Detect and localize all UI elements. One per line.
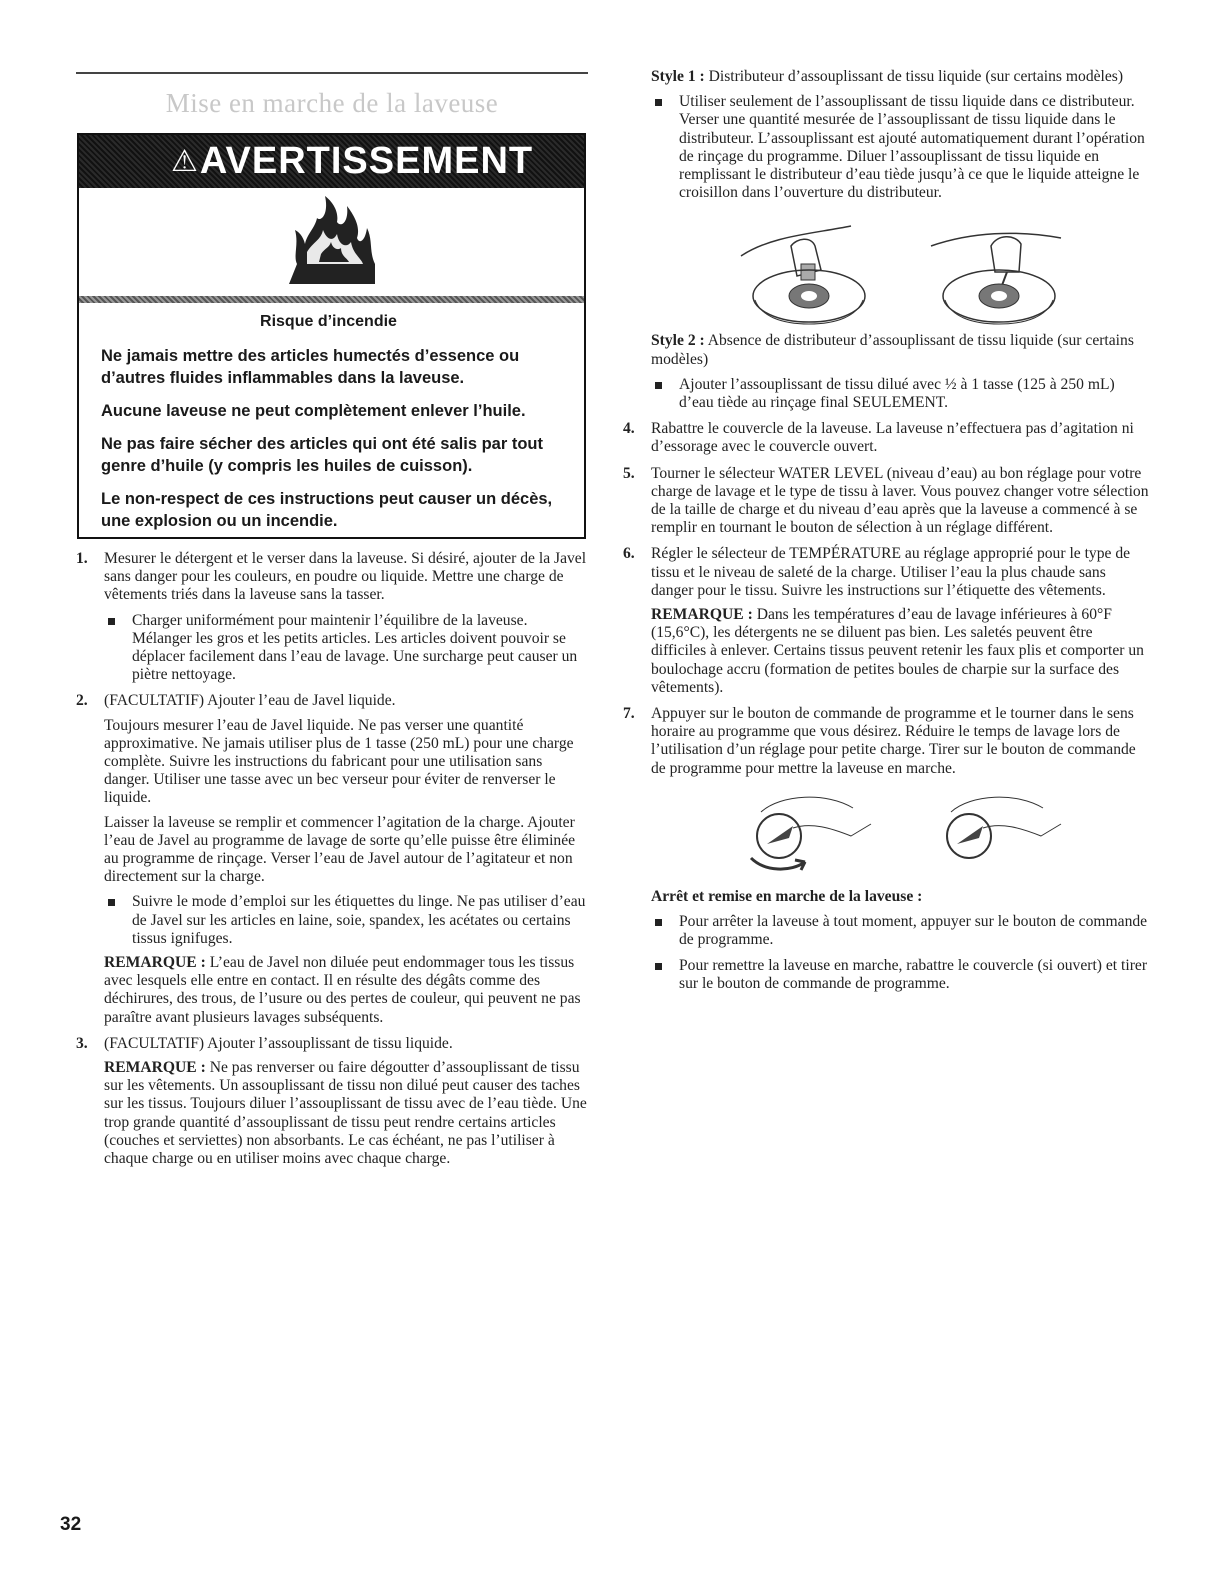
note-text: L’eau de Javel non diluée peut endommager tous les tissus avec lesquels elle entre en contact. Il en résulte des dégâts comme des déchirures, des trous, de l’usure ou des pertes de couleur, qui peuvent ne pas paraître avant plusieurs lavages subséquents. bbox=[104, 954, 581, 1026]
step-text: Régler le sélecteur de TEMPÉRATURE au réglage approprié pour le type de tissu et le niveau de saleté de la charge. Utiliser l’eau la plus chaude sans danger pour le tissu. Suivre les instructions sur l’étiquette des vêtements. bbox=[651, 545, 1131, 599]
style-label: Style 2 : bbox=[651, 332, 705, 350]
step-number: 3. bbox=[76, 1034, 88, 1052]
left-column bbox=[76, 550, 590, 1176]
bullet-item bbox=[104, 893, 590, 948]
bullet-item bbox=[651, 913, 1151, 949]
step-text: Tourner le sélecteur WATER LEVEL (niveau d’eau) au bon réglage pour votre charge de lavage et le type de tissu à laver. Vous pouvez changer votre sélection de la taille de charge et du niveau d’eau après que la laveuse a commencé à se remplir en tournant le bouton de sélection à un réglage différent. bbox=[651, 464, 1149, 537]
step-number: 7. bbox=[623, 705, 635, 723]
bullet-text: Ajouter l’assouplissant de tissu dilué avec ½ à 1 tasse (125 à 250 mL) d’eau tiède au rinçage final SEULEMENT. bbox=[679, 375, 1115, 412]
warning-body bbox=[79, 303, 584, 532]
style-2 bbox=[651, 332, 1151, 368]
step-7 bbox=[623, 705, 1151, 778]
bullet-square-icon bbox=[108, 618, 115, 625]
step-6 bbox=[623, 545, 1151, 697]
step-number: 6. bbox=[623, 545, 635, 563]
warning-line: Le non-respect de ces instructions peut causer un décès, une explosion ou un incendie. bbox=[101, 490, 553, 530]
warning-title: AVERTISSEMENT bbox=[199, 140, 534, 182]
step-1 bbox=[76, 550, 590, 684]
fire-icon bbox=[277, 192, 387, 292]
style-label: Style 1 : bbox=[651, 68, 705, 85]
step-number: 2. bbox=[76, 692, 88, 710]
note-label: REMARQUE : bbox=[104, 954, 206, 972]
softener-illustrations bbox=[651, 216, 1151, 326]
step-text: Appuyer sur le bouton de commande de programme et le tourner dans le sens horaire au programme que vous désirez. Réduire le temps de lavage lors de l’utilisation d’un réglage pour petite charge. Tirer sur le bouton de commande de programme pour mettre la laveuse en marche. bbox=[651, 705, 1136, 777]
bullet-square-icon bbox=[655, 99, 662, 106]
knob-illustrations bbox=[651, 788, 1151, 874]
page-number: 32 bbox=[60, 1514, 82, 1535]
stop-heading: Arrêt et remise en marche de la laveuse : bbox=[651, 887, 923, 905]
step-5 bbox=[623, 465, 1151, 538]
step-paragraph: Toujours mesurer l’eau de Javel liquide. Ne pas verser une quantité approximative. Ne jamais utiliser plus de 1 tasse (250 mL) pour une charge complète. Suivre les instructions du fabricant pour une utilisation sans danger. Utiliser une tasse avec un bec verseur pour éviter de renverser le liquide. bbox=[104, 716, 574, 807]
bullet-item bbox=[651, 957, 1151, 993]
step-paragraph: Laisser la laveuse se remplir et commencer l’agitation de la charge. Ajouter l’eau de Javel au programme de lavage de sorte qu’elle puisse être éliminée au programme de rinçage. Verser l’eau de Javel autour de l’agitateur et non directement sur la charge. bbox=[104, 813, 576, 886]
bullet-text: Utiliser seulement de l’assouplissant de tissu liquide dans ce distributeur. Verser une quantité mesurée de l’assouplissant de tissu liquide dans le distributeur. L’assouplissant est ajouté automatiquement durant l’opération de rinçage du programme. Diluer l’assouplissant de tissu liquide en remplissant le distributeur d’eau tiède jusqu’à ce que le liquide atteigne le croisillon dans l’ouverture du distributeur. bbox=[679, 93, 1145, 202]
note bbox=[104, 954, 590, 1027]
bullet-square-icon bbox=[655, 382, 662, 389]
step-number: 5. bbox=[623, 464, 635, 482]
top-rule bbox=[76, 72, 588, 74]
step-text: (FACULTATIF) Ajouter l’eau de Javel liquide. bbox=[104, 692, 396, 710]
section-title: Mise en marche de la laveuse bbox=[165, 88, 499, 118]
note-text: Ne pas renverser ou faire dégoutter d’assouplissant de tissu sur les vêtements. Un assouplissant de tissu non dilué peut causer des taches sur les tissus. Toujours diluer l’assouplissant de tissu avec de l’eau tiède. Une trop grande quantité d’assouplissant de tissu peut rendre certains articles (couches et serviettes) non absorbants. Le cas échéant, ne pas l’utiliser à chaque charge ou en utiliser moins avec chaque charge. bbox=[104, 1059, 587, 1168]
warning-line: Aucune laveuse ne peut complètement enlever l’huile. bbox=[101, 402, 526, 420]
note bbox=[104, 1059, 590, 1168]
step-3 bbox=[76, 1035, 590, 1168]
step-4 bbox=[623, 420, 1151, 456]
bullet-item bbox=[651, 376, 1151, 412]
step-number: 4. bbox=[623, 420, 635, 438]
style-1 bbox=[651, 68, 1151, 86]
warning-separator bbox=[79, 296, 584, 303]
warning-box bbox=[77, 133, 586, 539]
step-text: Rabattre le couvercle de la laveuse. La laveuse n’effectuera pas d’agitation ni d’essorage avec le couvercle ouvert. bbox=[651, 420, 1134, 456]
softener-dispenser-illustration bbox=[731, 216, 881, 326]
bullet-text: Pour remettre la laveuse en marche, rabattre le couvercle (si ouvert) et tirer sur le bouton de commande de programme. bbox=[679, 956, 1148, 992]
bullet-square-icon bbox=[655, 963, 662, 970]
warning-risk-title: Risque d’incendie bbox=[260, 313, 397, 330]
warning-header bbox=[79, 135, 584, 188]
warning-triangle-icon: ⚠ bbox=[171, 145, 198, 178]
fire-icon-area bbox=[79, 188, 584, 296]
step-text: (FACULTATIF) Ajouter l’assouplissant de tissu liquide. bbox=[104, 1034, 453, 1052]
bullet-square-icon bbox=[655, 919, 662, 926]
bullet-text: Charger uniformément pour maintenir l’équilibre de la laveuse. Mélanger les gros et les petits articles. Les articles doivent pouvoir se déplacer facilement dans l’eau de lavage. Une surcharge peut causer un piètre nettoyage. bbox=[132, 611, 578, 684]
note bbox=[651, 606, 1151, 697]
bullet-text: Suivre le mode d’emploi sur les étiquettes du linge. Ne pas utiliser d’eau de Javel sur les articles en laine, soie, spandex, les acétates ou certains tissus ignifuges. bbox=[132, 893, 586, 947]
knob-pull-illustration bbox=[921, 788, 1071, 874]
bullet-text: Pour arrêter la laveuse à tout moment, appuyer sur le bouton de commande de programme. bbox=[679, 913, 1148, 949]
step-number: 1. bbox=[76, 550, 88, 567]
knob-turn-illustration bbox=[731, 788, 881, 874]
note-label: REMARQUE : bbox=[651, 606, 753, 624]
bullet-square-icon bbox=[108, 899, 115, 906]
style-text: Distributeur d’assouplissant de tissu liquide (sur certains modèles) bbox=[704, 68, 1124, 85]
bullet-item bbox=[104, 612, 590, 685]
warning-line: Ne pas faire sécher des articles qui ont été salis par tout genre d’huile (y compris les huiles de cuisson). bbox=[101, 435, 543, 475]
step-2 bbox=[76, 692, 590, 1026]
step-text: Mesurer le détergent et le verser dans la laveuse. Si désiré, ajouter de la Javel sans danger pour les couleurs, en poudre ou liquide. Mettre une charge de vêtements triés dans la laveuse sans la tasser. bbox=[104, 550, 587, 604]
note-label: REMARQUE : bbox=[104, 1059, 206, 1077]
note-text: Dans les températures d’eau de lavage inférieures à 60°F (15,6°C), les détergents ne se diluent pas bien. Les saletés peuvent être difficiles à enlever. Certains tissus peuvent retenir les faux plis et comporter un boulochage accru (formation de petites boules de charpie sur la surface des vêtements). bbox=[651, 606, 1144, 696]
bullet-item bbox=[651, 93, 1151, 202]
softener-agitator-illustration bbox=[921, 216, 1071, 326]
right-column bbox=[623, 68, 1151, 993]
style-text: Absence de distributeur d’assouplissant de tissu liquide (sur certains modèles) bbox=[651, 332, 1134, 368]
warning-line: Ne jamais mettre des articles humectés d’essence ou d’autres fluides inflammables dans la laveuse. bbox=[101, 347, 520, 387]
